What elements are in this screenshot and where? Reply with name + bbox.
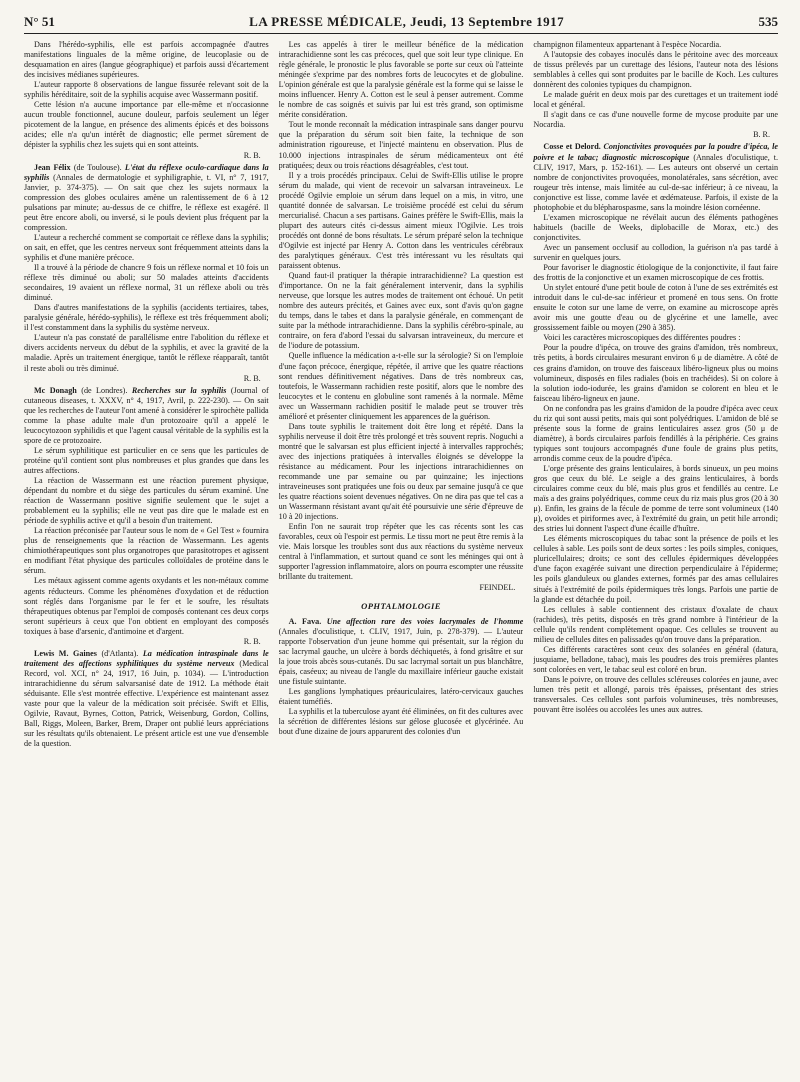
- review-author: Jean Félix: [34, 162, 71, 172]
- review-reference: (Annales de dermatologie et syphiligraphie, t. VI, n° 7, 1917, Janvier, p. 374-375). — On sait que chez les sujets normaux la compression des globes oculaires amène un ralentissement de 6 à 12 pulsations par minute; au-dessus de ce chiffre, le réflexe est exagéré. Il peut être encore aboli, ou inversé, si le pouls devient plus fréquent par la compression.: [24, 172, 269, 232]
- paragraph: L'auteur rapporte 8 observations de langue fissurée relevant soit de la syphilis héréditaire, soit de la syphilis acquise avec Wassermann positif.: [24, 80, 269, 100]
- review-title: Recherches sur la syphilis: [131, 385, 227, 395]
- review-author: A. Fava.: [288, 616, 322, 626]
- paragraph: Dans l'hérédo-syphilis, elle est parfois accompagnée d'autres manifestations linguales de la même origine, de leucoplasie ou de desquamation en aires (langue géographique) et parfois aussi d'écartement des incisives médianes supérieures.: [24, 40, 269, 80]
- paragraph: Les cas appelés à tirer le meilleur bénéfice de la médication intrarachidienne sont les cas précoces, quel que soit leur type clinique. En règle générale, le pronostic le plus favorable se porte sur ceux où l'atteinte méningée s'exprime par des nombres forts de leucocytes et de globuline. L'opinion générale est que la paralysie générale est la forme qui se laisse le moins influencer. Henry A. Cotton est le seul à penser autrement. Comme le nombre de cas soignés et suivis par lui est très grand, son optimisme mérite considération.: [278, 40, 524, 120]
- review-author: Cosse et Delord.: [543, 142, 601, 152]
- review-author: Mc Donagh: [34, 385, 77, 395]
- paragraph: Les métaux agissent comme agents oxydants et les non-métaux comme agents réducteurs. Comme les phénomènes d'oxydation et de réduction sont réglés dans l'organisme par le fer et le soufre, les résultats thérapeutiques obtenus par l'emploi de composés contenant ces deux corps seront supérieurs à ceux que l'on obtient en employant des composés toxiques à base d'arsenic, d'antimoine et d'argent.: [24, 576, 269, 636]
- review-title: Une affection rare des voies lacrymales de l'homme: [326, 616, 524, 626]
- paragraph: Dans le poivre, on trouve des cellules scléreuses colorées en jaune, avec lumen très petit et allongé, parois très épaisses, présentant des stries transversales. Ces cellules sont parfois volumineuses, très nombreuses, pouvant être isolées ou accolées les unes aux autres.: [533, 674, 779, 715]
- paragraph: Avec un pansement occlusif au collodion, la guérison n'a pas tardé à survenir en quelques jours.: [533, 242, 779, 262]
- paragraph: Il a trouvé à la période de chancre 9 fois un réflexe normal et 10 fois un réflexe très diminué ou aboli; sur 50 malades atteints d'accidents secondaires, 19 avaient un réflexe normal, 31 un réflexe aboli ou très diminué.: [24, 263, 269, 303]
- signature: FEINDEL.: [479, 582, 516, 592]
- journal-title: LA PRESSE MÉDICALE, Jeudi, 13 Septembre 1917: [249, 14, 565, 29]
- review-author: Lewis M. Gaines: [34, 648, 97, 658]
- review-location: (de Toulouse).: [73, 162, 122, 172]
- paragraph: L'auteur n'a pas constaté de parallélisme entre l'abolition du réflexe et divers accidents nerveux du début de la syphilis, et avec la gravité de la maladie. Après un traitement énergique, tantôt le réflexe réapparaît, tantôt il reste aboli ou très diminué.: [24, 333, 269, 373]
- review-title: Conjonctivites provoquées par la poudre d'ipéca, le poivre et le tabac; diagnostic microscopique: [533, 142, 779, 162]
- signature: R. B.: [243, 150, 261, 160]
- paragraph: A l'autopsie des cobayes inoculés dans le péritoine avec des morceaux de tissus prélevés par un curettage des lésions, l'auteur nota des lésions semblables à celles qui sont produites par le bacille de Koch. Les cultures donnèrent des colonies typiques du champignon.: [533, 50, 779, 90]
- review-title: L'état du réflexe oculo-cardiaque dans la syphilis: [24, 162, 269, 182]
- text-columns: [24, 40, 778, 1080]
- review-fava: [279, 617, 524, 687]
- review-reference: (Annales d'oculistique, t. CLIV, 1917, Mars, p. 152-161). — Les auteurs ont observé un certain nombre de conjonctivites provoquées, monolatérales, sans sécrétion, avec rougeur très intense, mais limitée au cul-de-sac inférieur; à ce niveau, la conjonctive est lisse, comme lavée et œdémateuse. Parfois, il existe de la photophobie et du blépharospasme, sans la moindre lésion cornéenne.: [533, 152, 779, 212]
- review-reference: (Annales d'oculistique, t. CLIV, 1917, Juin, p. 278-379). — L'auteur rapporte l'observation d'un jeune homme qui présentait, sur la région du sac lacrymal gauche, un ulcère à bords déchiquetés, à fond grisâtre et sur la joue trois abcès sous-cutanés. Du sac lacrymal sortait un pus blanchâtre, épais, caséeux; au niveau de l'angle du maxillaire inférieur gauche existait une fistule suintante.: [278, 626, 524, 686]
- review-mcdonagh: [24, 386, 269, 446]
- paragraph: Ces différents caractères sont ceux des solanées en général (datura, jusquiame, belladone, tabac), mais les poudres des trois premières plantes sont colorées en vert, le tabac seul est coloré en brun.: [533, 644, 779, 674]
- paragraph: champignon filamenteux appartenant à l'espèce Nocardia.: [533, 40, 722, 49]
- paragraph: La réaction préconisée par l'auteur sous le nom de « Gel Test » fournira plus de renseignements que la réaction de Wassermann. Les agents chimiothérapeutiques sont plus organotropes que parasitotropes et agissent en modifiant l'état physique des particules colloïdales de protéine dans le sérum.: [24, 526, 269, 576]
- paragraph: Pour la poudre d'ipéca, on trouve des grains d'amidon, très nombreux, très petits, à bords circulaires mesurant environ 6 μ de diamètre. A côté de ces grains d'amidon, on trouve des faisceaux libéro-ligneux plus ou moins volumineux, disposés en files radiales (bois en trachéides). Si on colore à la solution iodo-iodurée, les grains d'amidon se colorent en bleu et le faisceau libéro-ligneux en jaune.: [533, 343, 779, 403]
- column-1: [24, 40, 269, 1080]
- paragraph: La réaction de Wassermann est une réaction purement physique, dépendant du nombre et du siège des particules du sérum examiné. Une réaction de Wassermann positive signifie seulement que le sujet a probablement eu la syphilis; elle ne veut pas dire que le malade est en période de syphilis active et qu'il a besoin d'un traitement.: [24, 476, 269, 526]
- paragraph: Il s'agit dans ce cas d'une nouvelle forme de mycose produite par une Nocardia.: [533, 110, 779, 130]
- paragraph: Tout le monde reconnaît la médication intraspinale sans danger pourvu que la préparation du sérum soit bien faite, la technique de son administration rigoureuse, et l'injecté maintenu en observation. Plus de 10.000 injections intraspinales de sérum médicamenteux ont été pratiquées; deux ou trois réactions désagréables, c'est tout.: [278, 120, 524, 170]
- paragraph: Le malade guérit en deux mois par des curettages et un traitement iodé local et général.: [533, 90, 779, 110]
- review-title: La médication intraspinale dans le traitement des affections syphilitiques du système nerveux: [24, 648, 269, 668]
- paragraph: Dans d'autres manifestations de la syphilis (accidents tertiaires, tabes, paralysie générale, hérédo-syphilis), le réflexe est très fréquemment aboli; il l'est constamment dans la syphilis du système nerveux.: [24, 303, 269, 333]
- paragraph: Le sérum syphilitique est particulier en ce sens que les particules de protéine qu'il contient sont plus nombreuses et plus grandes que dans les autres affections.: [24, 445, 269, 475]
- paragraph: Les ganglions lymphatiques préauriculaires, latéro-cervicaux gauches étaient tuméfiés.: [278, 686, 524, 706]
- paragraph: Enfin l'on ne saurait trop répéter que les cas récents sont les cas favorables, ceux où l'espoir est permis. Le tissu mort ne peut être remis à la vie. Mais lorsque les troubles sont dus aux réactions du système nerveux central à l'inflammation, et surtout quand ce sont les méninges qui ont à supporter l'agression inflammatoire, alors on pourra escompter une réussite brillante du traitement.: [278, 522, 524, 582]
- paragraph: Voici les caractères microscopiques des différentes poudres :: [543, 333, 741, 343]
- review-gaines: [24, 649, 269, 749]
- review-reference: (Medical Record, vol. XCI, n° 24, 1917, 16 Juin, p. 1034). — L'introduction intrarachidienne du sérum salvarsanisé date de 1912. La méthode était séduisante. Elle s'est montrée effective. L'expérience est maintenant assez vaste pour que la valeur de la médication soit précisée. Swift et Ellis, Ogilvie, Ravaut, Byrnes, Cotton, Patrick, Weisenburg, Gordon, Collins, Ball, Riggs, Moleen, Barker, Brem, Draper ont publié leurs appréciations sur les résultats qu'ils obtenaient. Le présent article est une vue d'ensemble de la question.: [24, 658, 269, 749]
- review-reference: (Journal of cutaneous diseases, t. XXXV, n° 4, 1917, Avril, p. 222-230). — On sait que les recherches de l'auteur l'ont amené à considérer le spirochète pallida comme la phase adulte male d'un protozoaire qu'il a appelé le leucocytozoon syphilidis et que l'agent causal véritable de la syphilis est la spore de ce protozoaire.: [24, 385, 269, 445]
- review-cosse-delord: [533, 142, 778, 212]
- paragraph: L'orge présente des grains lenticulaires, à bords sinueux, un peu moins gros que ceux du blé. Le seigle a des grains lenticulaires, à bords circulaires comme ceux du blé, mais plus gros et fendillés au centre. Le maïs a des grains polyédriques, comme ceux du riz mais plus gros (20 à 30 μ). Enfin, les grains de la fécule de pomme de terre sont volumineux (140 μ), ovoïdes et piriformes avec, à l'extrémité du grain, un petit hile arrondi; des stries lui donnent l'aspect d'une écaille d'huître.: [533, 463, 779, 534]
- review-location: (d'Atlanta).: [101, 648, 139, 658]
- paragraph: La syphilis et la tuberculose ayant été éliminées, on fit des cultures avec la sécrétion de différentes lésions sur gélose glucosée et glycérinée. Au bout d'une dizaine de jours apparurent des colonies d'un: [278, 707, 524, 737]
- signature: B. R.: [753, 130, 771, 140]
- signature: R. B.: [243, 373, 261, 383]
- paragraph: Les cellules à sable contiennent des cristaux d'oxalate de chaux (rachides), très petits, disposés en très grand nombre à l'intérieur de la cellule qu'ils rendent complètement opaque. Ces cellules se trouvent au milieu de cellules dites en palissades qu'on trouve dans la préparation.: [533, 604, 779, 644]
- paragraph: L'examen microscopique ne révélait aucun des éléments pathogènes habituels (bacille de Weeks, diplobacille de Morax, etc.) des conjonctivites.: [533, 212, 779, 242]
- paragraph: Un stylet entouré d'une petit boule de coton à l'une de ses extrémités est introduit dans le cul-de-sac inférieur et promené en tous sens. On frotte ensuite le coton sur une lame de verre, on examine au microscope après avoir mis une goutte d'eau ou de glycérine et une lamelle, avec grossissement faible ou moyen (290 à 385).: [533, 283, 779, 333]
- paragraph: On ne confondra pas les grains d'amidon de la poudre d'ipéca avec ceux du riz qui sont aussi petits, mais qui sont polyédriques. L'amidon de blé se présente sous la forme de grains lenticulaires assez gros (50 μ de diamètre), à bords circulaires parfois fendillés à la périphérie. Ces grains typiques sont toujours accompagnés d'une foule de grains plus petits, arrondis comme ceux de la poudre d'ipéca.: [533, 403, 779, 463]
- column-2: [279, 40, 524, 1080]
- signature: R. B.: [243, 636, 261, 646]
- section-heading: OPHTALMOLOGIE: [361, 600, 441, 611]
- paragraph: Il y a trois procédés principaux. Celui de Swift-Ellis utilise le propre sérum du malade, qui vient de recevoir un salvarsan intraveineux. Le procédé Ogilvie emploie un sérum dans lequel on a mis, in vitro, une quantité donnée de salvarsan. Le troisième procédé est celui du sérum mercurialisé. Chacun a ses partisans. Gaines préfère le Swift-Ellis, mais la plupart des auteurs cités ci-dessus aiment mieux l'Ogilvie. Les trois procédés ont donné de bons résultats. Le sérum préparé selon la technique d'Ogilvie est injecté par Henry A. Cotton dans les ventricules cérébraux des paralytiques généraux. C'est très intéressant vu les résultats qui paraissent obtenus.: [278, 170, 524, 271]
- paragraph: Les éléments microscopiques du tabac sont la présence de poils et les cellules à sable. Les poils sont de deux sortes : les poils simples, coniques, pluricellulaires; droits; ce sont des cellules épidermiques développées d'une façon exagérée suivant une direction perpendiculaire à l'épiderme; les poils glanduleux ou glandes externes, formés par des amas cellulaires situés à l'extrémité de poils épidermiques très longs. Parfois une partie de la glande est détachée du poil.: [533, 534, 779, 604]
- review-location: (de Londres).: [81, 385, 128, 395]
- column-3: [533, 40, 778, 1080]
- paragraph: Cette lésion n'a aucune importance par elle-même et n'occasionne aucun trouble fonctionnel, aucune douleur, parfois seulement un léger picotement de la langue, en présence des aliments épicés et des boissons acides; elle n'a qu'un intérêt de diagnostic; elle permet sûrement de dépister la syphilis chez les sujets qui en sont atteints.: [24, 100, 269, 150]
- paragraph: Quelle influence la médication a-t-elle sur la sérologie? Si on l'emploie d'une façon précoce, énergique, répétée, il arrive que les quatre réactions sont rendues définitivement négatives. Dans de très nombreux cas, toutefois, le Wassermann rachidien reste positif, alors que le nombre des leucocytes et le contenu en globuline sont ramenés à la normale. Même avec un Wassermann rachidien positif le malade peut se trouver très amélioré et présenter cliniquement les apparences de la guérison.: [278, 351, 524, 421]
- issue-number: N° 51: [24, 14, 55, 29]
- paragraph: Dans toute syphilis le traitement doit être long et répété. Dans la syphilis nerveuse il doit être très prolongé et très souvent repris. Noguchi a montré que le salvarsan est plus efficient injecté à intervalles rapprochés; avec des injections pratiquées à intervalles éloignés se développe la résistance au médicament. Pour les injections intrarachidiennes on recommande une par semaine ou par quinzaine; les injections intraveineuses sont pratiquées une fois ou deux par semaine jusqu'à ce que les quatre réactions soient devenues négatives. On ne dira pas que tel cas a un Wassermann résistant avant qu'ait été poursuivie une série d'épreuve de 10 à 20 injections.: [278, 421, 524, 522]
- review-felix: [24, 163, 269, 233]
- page-header: [24, 14, 778, 34]
- paragraph: Pour favoriser le diagnostic étiologique de la conjonctivite, il faut faire des frottis de la conjonctive et un examen microscopique de ces frottis.: [533, 263, 779, 283]
- paragraph: Quand faut-il pratiquer la thérapie intrarachidienne? La question est d'importance. On ne la fait généralement intervenir, dans la syphilis nerveuse, que lorsque les autres modes de traitement ont échoué. Un petit nombre des auteurs précités, et Gaines avec eux, sont d'avis qu'on gagne du temps, dans le tabes et dans la paralysie générale, en commençant de suite par la méthode intrarachidienne. Dans la syphilis cérébro-spinale, au contraire, on fera d'abord l'essai du salvarsan intraveineux, du mercure et de l'iodure de potassium.: [278, 271, 524, 351]
- paragraph: L'auteur a recherché comment se comportait ce réflexe dans la syphilis; on sait, en effet, que les centres nerveux sont fréquemment atteints dans la syphilis et d'une manière précoce.: [24, 232, 269, 262]
- page-number: 535: [758, 14, 778, 29]
